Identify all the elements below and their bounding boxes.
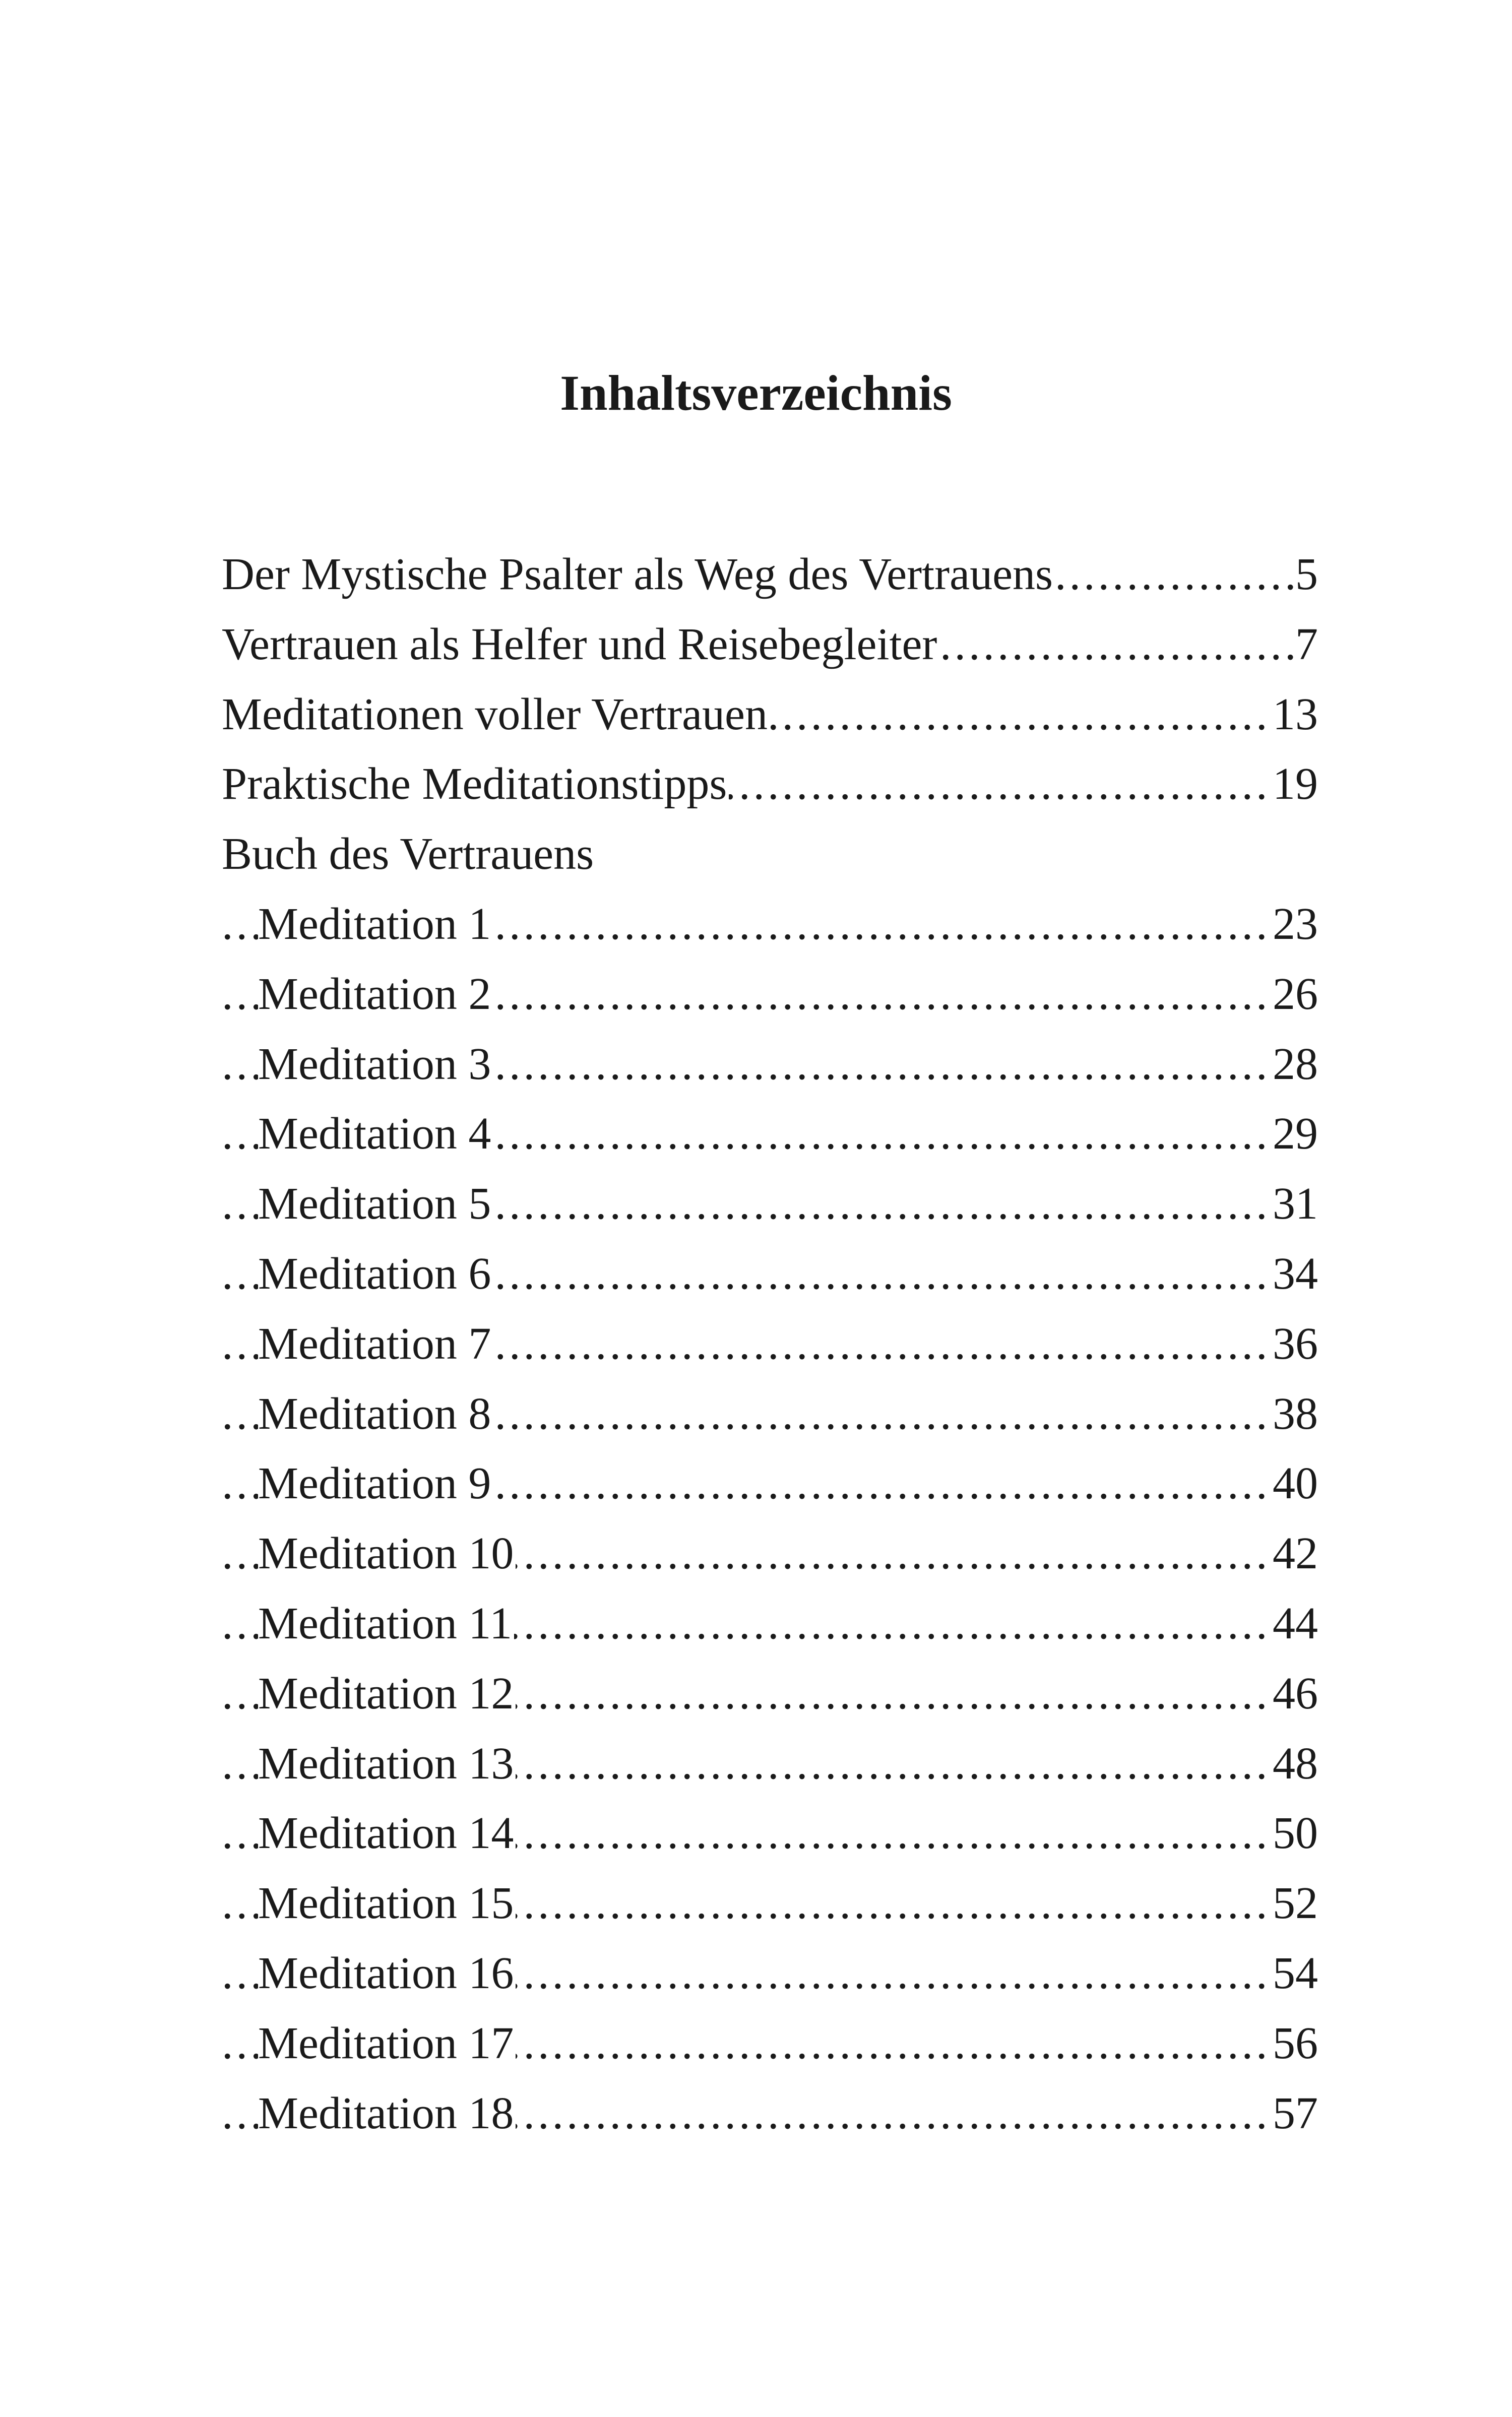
toc-entry-page-number: 38 [1271, 1379, 1318, 1449]
toc-entry-title: Meditation 3 [258, 1030, 493, 1100]
toc-subentry [222, 1449, 1318, 1519]
toc-subentry [222, 1239, 1318, 1309]
toc-entry-page-number: 13 [1271, 680, 1318, 750]
toc-entry-page-number: 56 [1271, 2009, 1318, 2079]
toc-entry-title: Meditation 15 [258, 1869, 516, 1939]
toc-entry-page-number: 48 [1271, 1729, 1318, 1799]
toc-subentry [222, 1939, 1318, 2009]
toc-entry-title: Meditation 8 [258, 1379, 493, 1449]
page-title: Inhaltsverzeichnis [560, 365, 952, 421]
toc-entry-title: Meditation 12 [258, 1659, 516, 1729]
toc-entry-title: Meditation 5 [258, 1169, 493, 1239]
toc-subentry [222, 1519, 1318, 1589]
toc-entry-page-number: 44 [1271, 1589, 1318, 1659]
toc-entry-title: Meditation 13 [258, 1729, 516, 1799]
toc-subentry [222, 889, 1318, 960]
toc-entry-title: Meditation 11 [258, 1589, 514, 1659]
toc-entry-title: Meditation 18 [258, 2079, 516, 2149]
toc-entry-page-number: 54 [1271, 1939, 1318, 2009]
toc-entry-page-number: 36 [1271, 1309, 1318, 1379]
toc-entry-title: Meditation 4 [258, 1099, 493, 1169]
toc-entry-title: Meditation 6 [258, 1239, 493, 1309]
toc-entry-title: Meditation 16 [258, 1939, 516, 2009]
toc-entry-page-number: 46 [1271, 1659, 1318, 1729]
toc-subentry [222, 1729, 1318, 1799]
toc-subentry [222, 2079, 1318, 2149]
toc-entry-title: Meditation 7 [258, 1309, 493, 1379]
toc-entry-page-number: 7 [1293, 610, 1318, 680]
toc-subentry [222, 1659, 1318, 1729]
toc-entry-page-number: 40 [1271, 1449, 1318, 1519]
toc-entry-title: Meditation 17 [258, 2009, 516, 2079]
toc-entry-title: Vertrauen als Helfer und Reisebegleiter [222, 610, 939, 680]
toc-entry-page-number: 42 [1271, 1519, 1318, 1589]
toc-subentry [222, 960, 1318, 1030]
toc-entry [222, 610, 1318, 680]
toc-subentry [222, 1099, 1318, 1169]
toc-subentry [222, 1799, 1318, 1869]
toc-entry-page-number: 26 [1271, 960, 1318, 1030]
toc-entry-page-number: 52 [1271, 1869, 1318, 1939]
toc-entry-page-number: 50 [1271, 1799, 1318, 1869]
toc-entry-page-number: 31 [1271, 1169, 1318, 1239]
toc-entry-page-number: 29 [1271, 1099, 1318, 1169]
toc-entry-title: Meditation 9 [258, 1449, 493, 1519]
toc-subentry [222, 1169, 1318, 1239]
toc-entry-page-number: 34 [1271, 1239, 1318, 1309]
toc-entry-page-number: 57 [1271, 2079, 1318, 2149]
toc-entry-title: Buch des Vertrauens [222, 819, 596, 889]
toc-entry-title: Praktische Meditationstipps [222, 749, 729, 819]
toc-entry [222, 540, 1318, 610]
toc-subentry [222, 1309, 1318, 1379]
toc-entry-title: Meditationen voller Vertrauen [222, 680, 770, 750]
toc-subentry [222, 2009, 1318, 2079]
toc-entry-page-number: 5 [1293, 540, 1318, 610]
toc-entry-page-number: 19 [1271, 749, 1318, 819]
toc-subentry [222, 1030, 1318, 1100]
toc-entry-title: Meditation 2 [258, 960, 493, 1030]
toc-entry-title: Meditation 14 [258, 1799, 516, 1869]
toc-subentry [222, 1869, 1318, 1939]
toc-subentry [222, 1589, 1318, 1659]
toc-section-heading [222, 819, 1318, 889]
toc-entry [222, 749, 1318, 819]
toc-entry-title: Der Mystische Psalter als Weg des Vertrauens [222, 540, 1055, 610]
toc-entry-page-number: 28 [1271, 1030, 1318, 1100]
toc-subentry [222, 1379, 1318, 1449]
toc-entry-title: Meditation 1 [258, 889, 493, 960]
toc-entry-title: Meditation 10 [258, 1519, 516, 1589]
toc-entry [222, 680, 1318, 750]
toc-entry-page-number: 23 [1271, 889, 1318, 960]
table-of-contents [222, 540, 1318, 2148]
